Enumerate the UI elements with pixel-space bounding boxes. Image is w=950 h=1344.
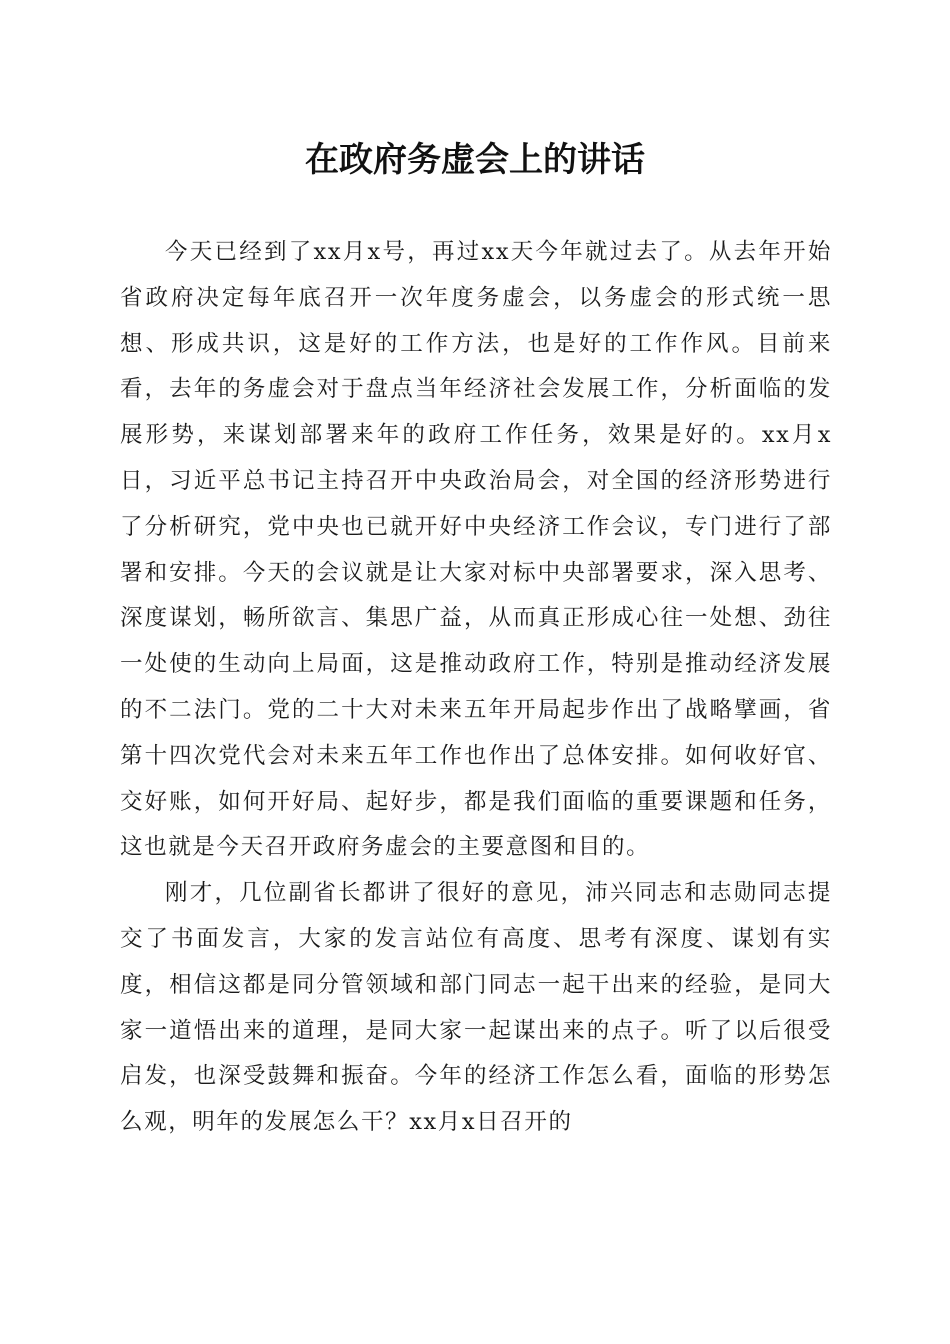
document-title: 在政府务虚会上的讲话	[305, 140, 645, 180]
document-body	[120, 230, 832, 1146]
paragraph-2: 刚才，几位副省长都讲了很好的意见，沛兴同志和志勋同志提交了书面发言，大家的发言站位有高度、思考有深度、谋划有实度，相信这都是同分管领域和部门同志一起干出来的经验，是同大家一道悟出来的道理，是同大家一起谋出来的点子。听了以后很受启发，也深受鼓舞和振奋。今年的经济工作怎么看，面临的形势怎么观，明年的发展怎么干？xx月x日召开的	[120, 880, 832, 1136]
paragraph-1: 今天已经到了xx月x号，再过xx天今年就过去了。从去年开始省政府决定每年底召开一次年度务虚会，以务虚会的形式统一思想、形成共识，这是好的工作方法，也是好的工作作风。目前来看，去年的务虚会对于盘点当年经济社会发展工作，分析面临的发展形势，来谋划部署来年的政府工作任务，效果是好的。xx月x日，习近平总书记主持召开中央政治局会，对全国的经济形势进行了分析研究，党中央也已就开好中央经济工作会议，专门进行了部署和安排。今天的会议就是让大家对标中央部署要求，深入思考、深度谋划，畅所欲言、集思广益，从而真正形成心往一处想、劲往一处使的生动向上局面，这是推动政府工作，特别是推动经济发展的不二法门。党的二十大对未来五年开局起步作出了战略擘画，省第十四次党代会对未来五年工作也作出了总体安排。如何收好官、交好账，如何开好局、起好步，都是我们面临的重要课题和任务，这也就是今天召开政府务虚会的主要意图和目的。	[120, 239, 832, 861]
